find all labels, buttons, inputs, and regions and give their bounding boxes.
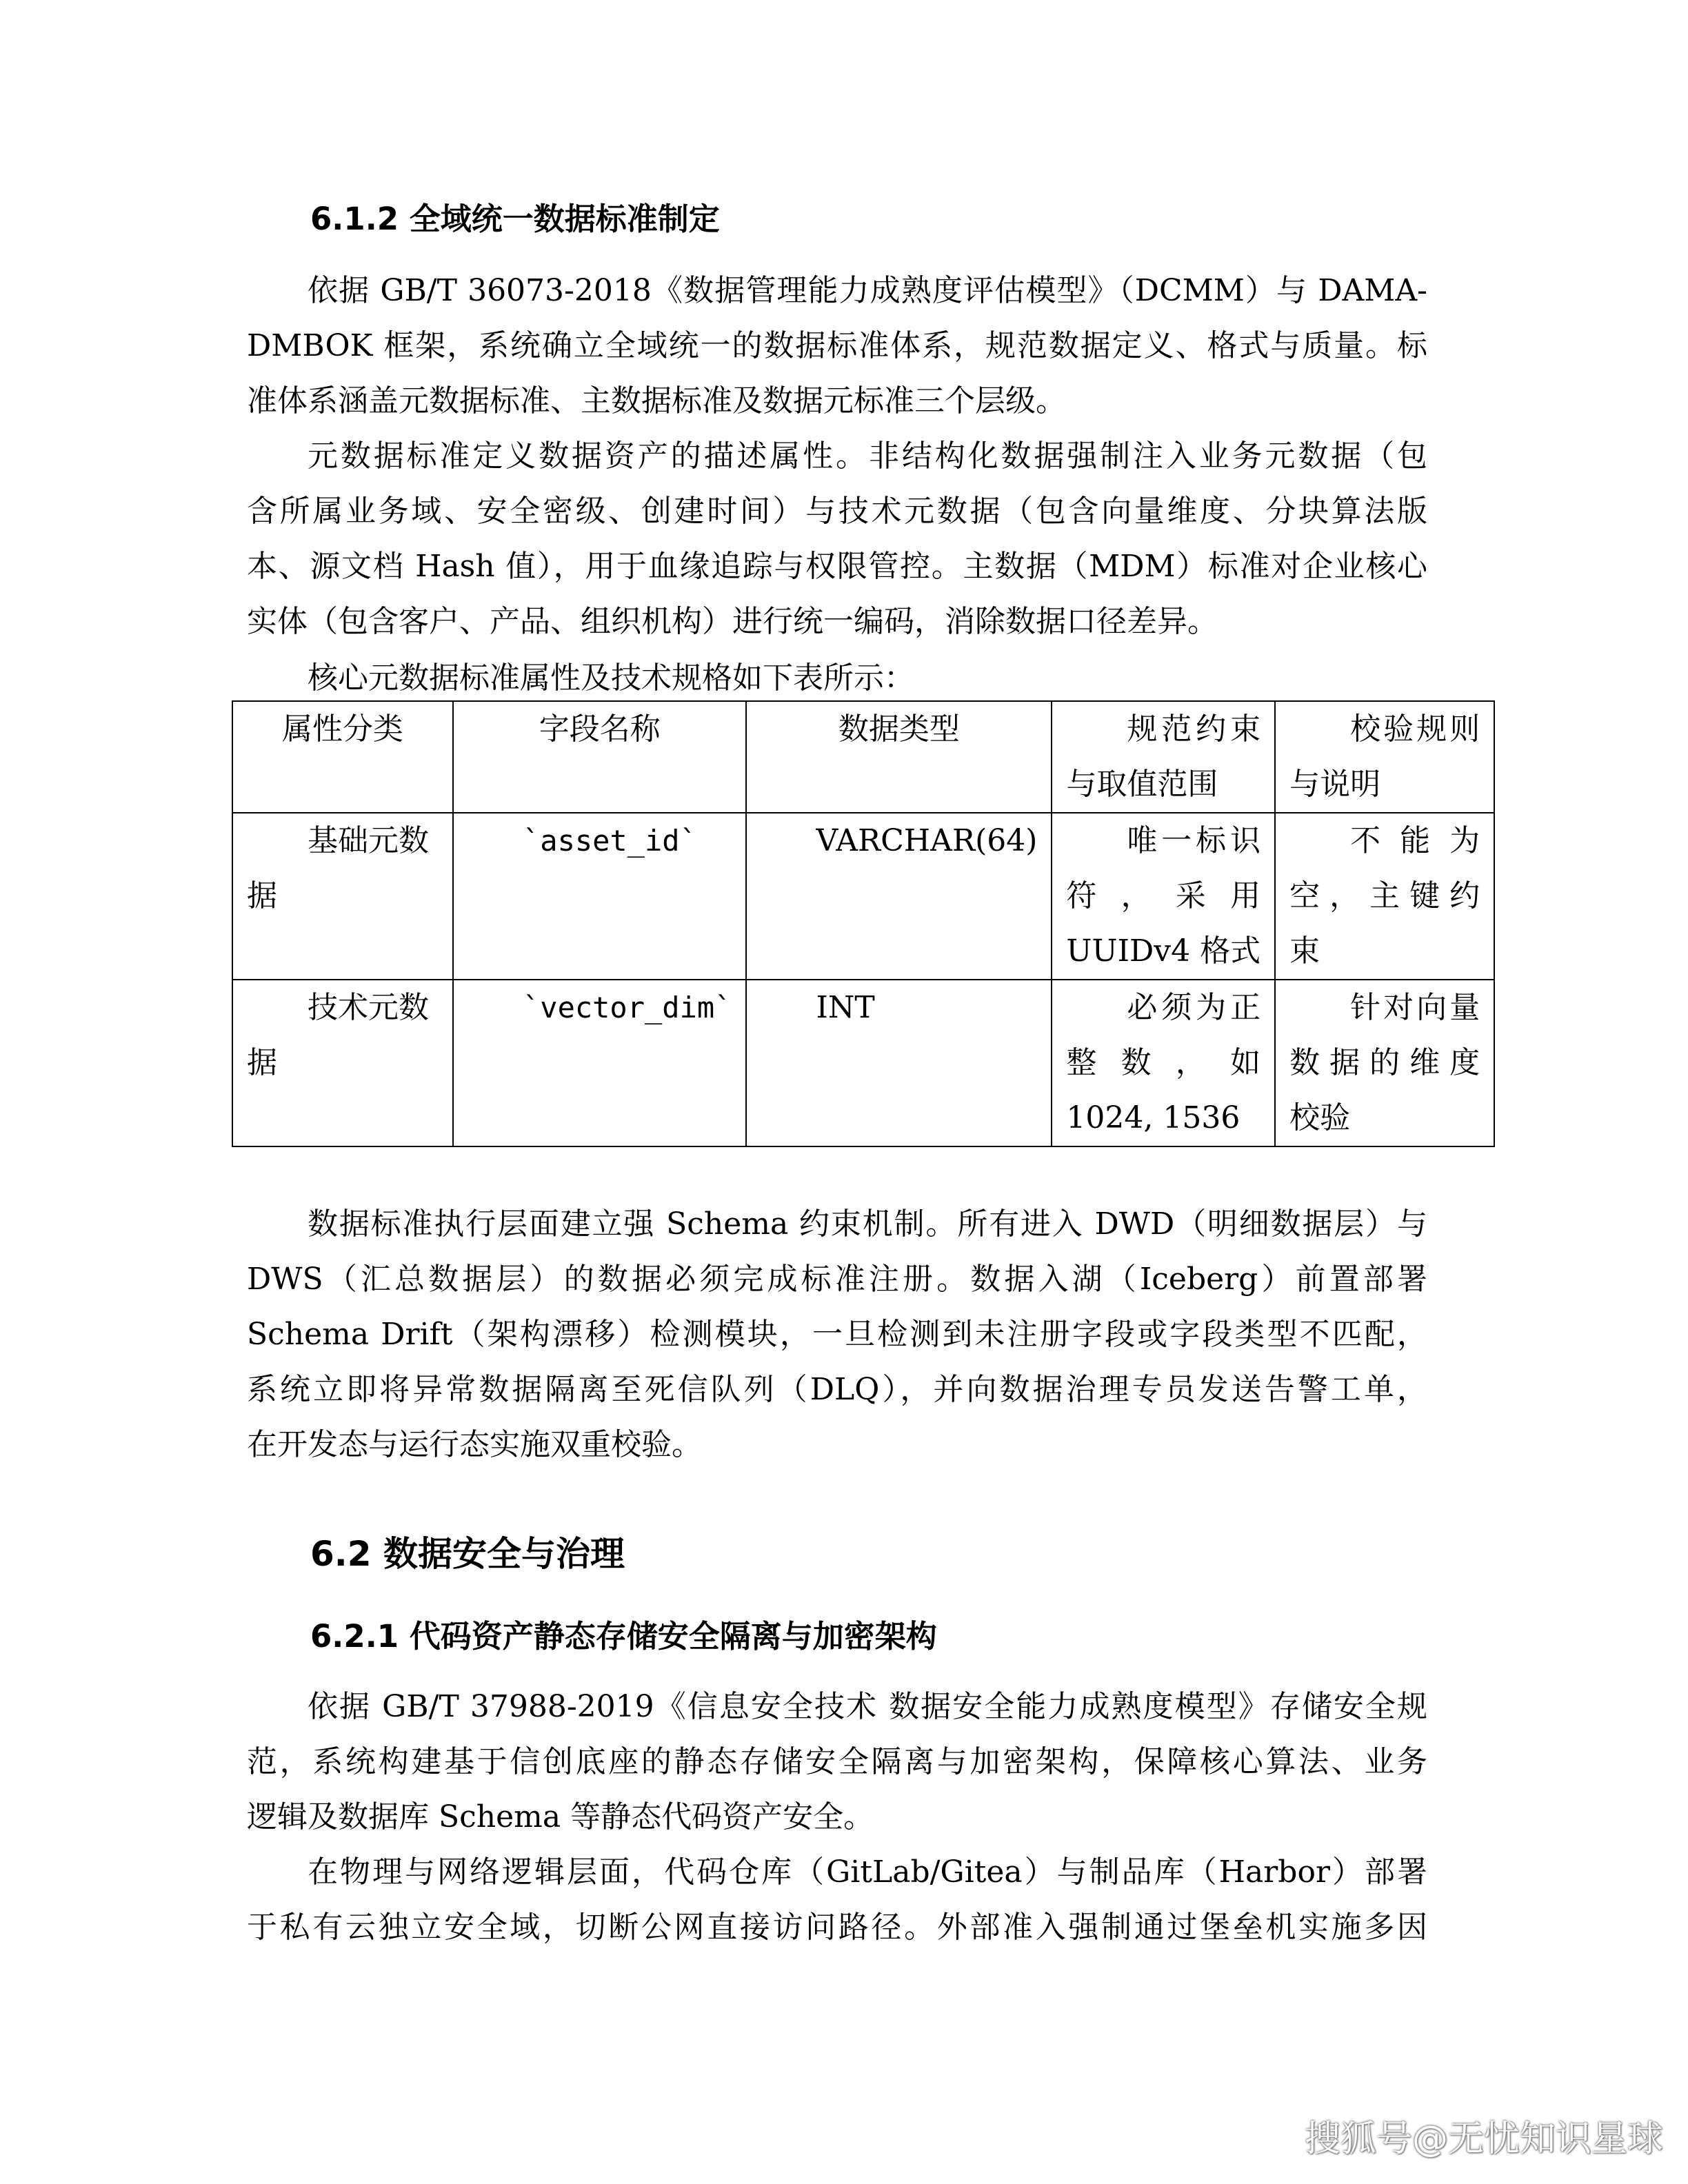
table-row (232, 813, 1494, 980)
text-line: 元数据标准定义数据资产的描述属性。非结构化数据强制注入业务元数据（包 (308, 438, 1427, 474)
paragraph-schema-enforcement (247, 1197, 1427, 1473)
text-line: 系统立即将异常数据隔离至死信队列（DLQ），并向数据治理专员发送告警工单， (247, 1372, 1427, 1407)
text-line: 依据 GB/T 37988-2019《信息安全技术 数据安全能力成熟度模型》存储安全规 (308, 1689, 1427, 1724)
cell-constraint: 必须为正 整数，如 1024, 1536 (1052, 980, 1275, 1146)
section-heading-6-1-2: 6.1.2 全域统一数据标准制定 (310, 201, 720, 237)
cell-validation: 针对向量 数据的维度 校验 (1275, 980, 1494, 1146)
section-heading-6-2: 6.2 数据安全与治理 (310, 1534, 625, 1574)
text-line: Schema Drift（架构漂移）检测模块，一旦检测到未注册字段或字段类型不匹配， (247, 1317, 1427, 1352)
header-validation: 校验规则 与说明 (1275, 701, 1494, 813)
text-line: 含所属业务域、安全密级、创建时间）与技术元数据（包含向量维度、分块算法版 (247, 494, 1427, 529)
cell-category: 技术元数 据 (232, 980, 453, 1146)
paragraph-metadata-standard (247, 429, 1427, 649)
cell-data-type: VARCHAR(64) (746, 813, 1052, 980)
text-line: 依据 GB/T 36073-2018《数据管理能力成熟度评估模型》（DCMM）与 DAMA- (308, 273, 1427, 308)
text-line: 逻辑及数据库 Schema 等静态代码资产安全。 (247, 1799, 874, 1834)
paragraph-standard-basis (247, 263, 1427, 429)
cell-category: 基础元数 据 (232, 813, 453, 980)
paragraph-storage-security (247, 1679, 1427, 1845)
section-heading-6-2-1: 6.2.1 代码资产静态存储安全隔离与加密架构 (310, 1618, 937, 1655)
metadata-spec-table (232, 700, 1495, 1147)
watermark: 搜狐号@无忧知识星球 (1305, 2119, 1664, 2160)
header-data-type: 数据类型 (746, 701, 1052, 813)
cell-field-name: `vector_dim` (453, 980, 746, 1146)
table-intro: 核心元数据标准属性及技术规格如下表所示： (308, 660, 914, 696)
text-line: 于私有云独立安全域，切断公网直接访问路径。外部准入强制通过堡垒机实施多因 (247, 1910, 1427, 1945)
table-row (232, 980, 1494, 1146)
text-line: DMBOK 框架，系统确立全域统一的数据标准体系，规范数据定义、格式与质量。标 (247, 328, 1427, 363)
text-line: 数据标准执行层面建立强 Schema 约束机制。所有进入 DWD（明细数据层）与 (308, 1206, 1427, 1242)
table-header-row (232, 701, 1494, 813)
text-line: 在开发态与运行态实施双重校验。 (247, 1427, 702, 1462)
header-category: 属性分类 (232, 701, 453, 813)
header-field-name: 字段名称 (453, 701, 746, 813)
text-line: DWS（汇总数据层）的数据必须完成标准注册。数据入湖（Iceberg）前置部署 (247, 1262, 1427, 1297)
text-line: 准体系涵盖元数据标准、主数据标准及数据元标准三个层级。 (247, 383, 1066, 418)
text-line: 本、源文档 Hash 值），用于血缘追踪与权限管控。主数据（MDM）标准对企业核心 (247, 549, 1427, 584)
cell-field-name: `asset_id` (453, 813, 746, 980)
paragraph-network-isolation (247, 1845, 1427, 1955)
text-line: 范，系统构建基于信创底座的静态存储安全隔离与加密架构，保障核心算法、业务 (247, 1744, 1427, 1779)
text-line: 实体（包含客户、产品、组织机构）进行统一编码，消除数据口径差异。 (247, 604, 1218, 639)
text-line: 在物理与网络逻辑层面，代码仓库（GitLab/Gitea）与制品库（Harbor）部署 (308, 1854, 1427, 1890)
cell-data-type: INT (746, 980, 1052, 1146)
cell-constraint: 唯一标识 符，采用 UUIDv4 格式 (1052, 813, 1275, 980)
cell-validation: 不能为 空，主键约 束 (1275, 813, 1494, 980)
header-constraint: 规范约束 与取值范围 (1052, 701, 1275, 813)
